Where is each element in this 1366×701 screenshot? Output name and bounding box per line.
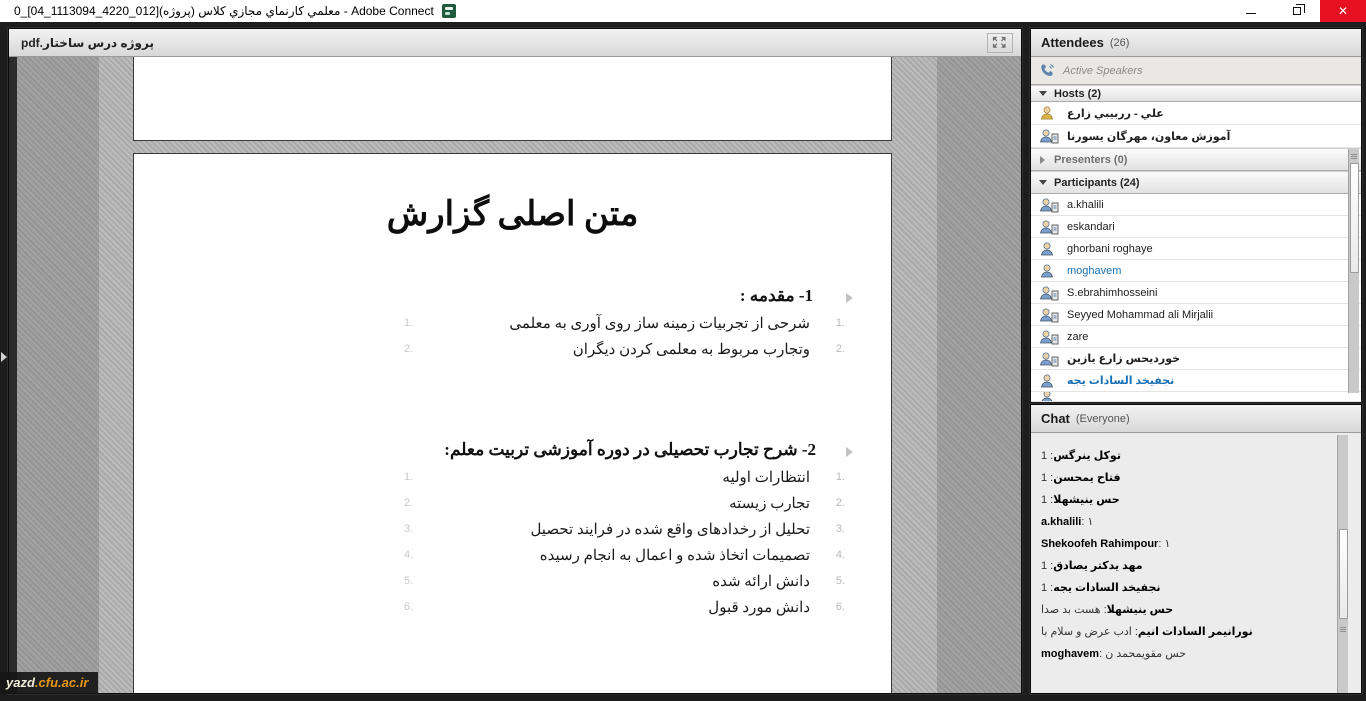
person-with-device-icon: [1039, 329, 1059, 345]
pdf-page-previous: [133, 57, 892, 141]
chat-message-list: [1031, 433, 1361, 693]
chat-message: نورانیمر السادات انیم: ادب عرض و سلام با: [1041, 626, 1253, 638]
list-number: 2.: [835, 497, 845, 509]
chat-message: moghavem: حس مقویمحمد ن: [1041, 648, 1187, 660]
host-person-icon: [1039, 105, 1059, 121]
person-icon: [1039, 392, 1059, 402]
person-icon: [1039, 373, 1059, 389]
window-titlebar: [0, 0, 1366, 22]
attendee-name: Seyyed Mohammad ali Mirjalii: [1067, 308, 1214, 321]
chat-message: a.khalili: ۱: [1041, 516, 1094, 528]
section-heading: 2- شرح تجارب تحصیلی در دوره آموزشی تربیت معلم:: [444, 440, 816, 459]
fullscreen-icon: [992, 36, 1008, 50]
attendee-row[interactable]: [1031, 304, 1361, 326]
chevron-down-icon: [1039, 91, 1047, 96]
minimize-button[interactable]: [1228, 0, 1274, 22]
yazd-cfu-watermark: yazd.cfu.ac.ir: [0, 672, 98, 694]
adobe-connect-app-icon: [442, 4, 456, 18]
chat-message: Shekoofeh Rahimpour: ۱: [1041, 538, 1171, 550]
attendee-row[interactable]: [1031, 216, 1361, 238]
chat-scrollbar[interactable]: [1337, 435, 1348, 693]
attendee-name: eskandari: [1067, 220, 1115, 233]
chat-scope: (Everyone): [1075, 412, 1130, 425]
attendee-row[interactable]: [1031, 260, 1361, 282]
attendees-count: (26): [1109, 36, 1130, 49]
document-title: متن اصلی گزارش: [386, 196, 639, 233]
list-number-ghost: 1.: [404, 471, 414, 483]
list-item: وتجارب مربوط به معلمی کردن دیگران: [572, 342, 810, 358]
minimize-icon: [1246, 13, 1256, 14]
attendee-row-partial[interactable]: [1031, 392, 1361, 402]
list-item: دانش مورد قبول: [708, 600, 810, 616]
chat-pod-header: [1031, 405, 1361, 433]
person-icon: [1039, 241, 1059, 257]
share-pod: [8, 28, 1022, 694]
chat-message: حس ینیشهلا: هست بد صدا: [1041, 604, 1174, 616]
list-item: تحلیل از رخدادهای واقع شده در فرایند تحصیل: [530, 522, 810, 538]
attendee-row[interactable]: [1031, 348, 1361, 370]
attendees-pod: [1030, 28, 1362, 400]
person-with-device-icon: [1039, 219, 1059, 235]
list-item: تجارب زیسته: [729, 496, 810, 512]
chat-message: نجفیخد السادات یجه: 1: [1041, 582, 1161, 594]
list-number-ghost: 1.: [404, 317, 414, 329]
person-with-device-icon: [1039, 307, 1059, 323]
attendee-row[interactable]: [1031, 125, 1361, 148]
chevron-down-icon: [1039, 180, 1047, 185]
attendee-name: آموزش معاون، مهرگان یسورنا: [1067, 130, 1231, 143]
attendee-name: علي - رربیبي زارع: [1067, 107, 1164, 120]
list-number-ghost: 4.: [404, 549, 414, 561]
attendee-name: S.ebrahimhosseini: [1067, 286, 1158, 299]
shared-document-filename: پروژه درس ساختار.pdf: [21, 35, 154, 50]
participants-group-bar[interactable]: [1031, 171, 1361, 194]
list-item: شرحی از تجربیات زمینه ساز روی آوری به معلمی: [509, 316, 810, 332]
stage-right-band: [937, 57, 1021, 693]
person-with-device-icon: [1039, 197, 1059, 213]
chat-message: حس ینیشهلا: 1: [1041, 494, 1120, 506]
chat-pod: [1030, 404, 1362, 694]
attendee-row[interactable]: [1031, 194, 1361, 216]
list-item: انتظارات اولیه: [722, 470, 810, 486]
attendee-row[interactable]: [1031, 370, 1361, 392]
close-icon: ✕: [1337, 4, 1349, 18]
attendee-name: ghorbani roghaye: [1067, 242, 1153, 255]
presenters-group-label: Presenters (0): [1054, 153, 1128, 166]
attendee-row[interactable]: [1031, 238, 1361, 260]
attendees-scrollbar[interactable]: [1348, 149, 1359, 393]
attendees-pod-header: [1031, 29, 1361, 57]
chat-scrollbar-thumb[interactable]: [1339, 529, 1348, 619]
list-number: 1.: [835, 471, 845, 483]
chat-message: توکل ینرگس: 1: [1041, 450, 1121, 462]
attendee-name: zare: [1067, 330, 1089, 343]
list-number: 1.: [835, 317, 845, 329]
fullscreen-button[interactable]: [987, 33, 1013, 53]
list-item: دانش ارائه شده: [712, 574, 810, 590]
list-number-ghost: 6.: [404, 601, 414, 613]
restore-icon: [1293, 7, 1301, 15]
list-number: 3.: [835, 523, 845, 535]
bullet-triangle-icon: [846, 293, 853, 303]
chevron-right-icon: [1040, 156, 1045, 164]
attendee-name: خوردیحس زارع یازین: [1067, 353, 1181, 365]
document-stage: [9, 57, 1021, 693]
list-number-ghost: 3.: [404, 523, 414, 535]
sidebar-expand-arrow-icon[interactable]: [1, 352, 7, 362]
stage-left-strip: [9, 57, 17, 693]
attendee-name: نجفیخد السادات یجه: [1067, 375, 1175, 387]
list-item: تصمیمات اتخاذ شده و اعمال به انجام رسیده: [539, 548, 810, 564]
attendee-row[interactable]: [1031, 282, 1361, 304]
bullet-triangle-icon: [846, 447, 853, 457]
attendee-row[interactable]: [1031, 326, 1361, 348]
attendee-row[interactable]: [1031, 102, 1361, 125]
attendees-scrollbar-thumb[interactable]: [1350, 163, 1359, 273]
window-title: 0_[04_1113094_4220_012](پروژه) معلمي كارنماي مجازي كلاس - Adobe Connect: [14, 4, 456, 18]
share-pod-header: [9, 29, 1021, 57]
hosts-group-bar[interactable]: [1031, 85, 1361, 102]
person-icon: [1039, 263, 1059, 279]
close-button[interactable]: [1320, 0, 1366, 22]
pdf-page-current: [133, 153, 892, 693]
list-number-ghost: 5.: [404, 575, 414, 587]
active-speakers-row: [1031, 57, 1361, 85]
list-number: 2.: [835, 343, 845, 355]
participants-group-label: Participants (24): [1054, 176, 1140, 189]
list-number: 5.: [835, 575, 845, 587]
hosts-group-label: Hosts (2): [1054, 87, 1102, 100]
chat-message: فتاح یمحسن: 1: [1041, 472, 1121, 484]
active-speakers-label: Active Speakers: [1063, 64, 1143, 77]
active-speakers-phone-icon: [1039, 63, 1055, 79]
person-with-device-icon: [1039, 285, 1059, 301]
presenters-group-bar[interactable]: [1031, 148, 1361, 171]
stage-left-band: [17, 57, 99, 693]
attendee-name: a.khalili: [1067, 198, 1104, 211]
host-person-with-device-icon: [1039, 128, 1059, 144]
section-heading: 1- مقدمه :: [739, 286, 813, 305]
chat-message: مهد یدکتر یصادق: 1: [1041, 560, 1143, 572]
list-number-ghost: 2.: [404, 497, 414, 509]
restore-button[interactable]: [1274, 0, 1320, 22]
list-number-ghost: 2.: [404, 343, 414, 355]
attendees-title: Attendees: [1041, 35, 1104, 50]
list-number: 6.: [835, 601, 845, 613]
list-number: 4.: [835, 549, 845, 561]
person-with-device-icon: [1039, 351, 1059, 367]
chat-title: Chat: [1041, 411, 1070, 426]
attendee-name: moghavem: [1067, 264, 1122, 277]
